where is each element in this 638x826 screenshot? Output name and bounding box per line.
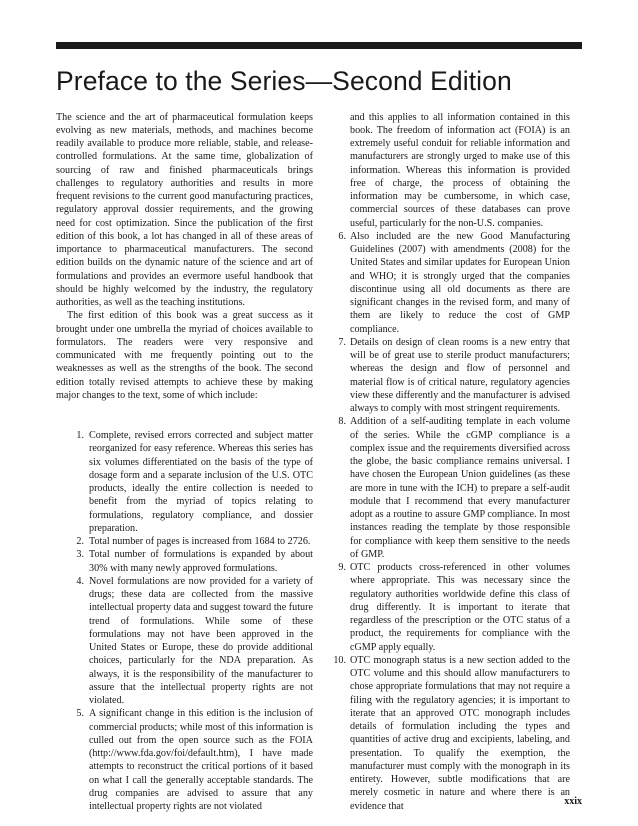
list-item [329,561,570,654]
list-item [329,415,570,561]
list-item [329,336,570,416]
list-item-text: OTC products cross-referenced in other volumes where appropriate. This was necessary since the regulatory authorities worldwide define this class of drug differently. It is important to iterate that regardless of the prescription or the OTC status of a product, the requirements for compliance with the cGMP apply equally. [350,562,570,653]
list-item-text: Total number of formulations is expanded by about 30% with many newly approved formulations. [89,549,313,574]
list-item-continuation [329,111,570,230]
list-item [329,230,570,336]
list-item-number: 7. [338,336,346,348]
list-item [67,535,313,548]
list-item-number: 6. [338,230,346,242]
list-item-number: 3. [76,549,84,561]
list-item-number: 2. [76,536,84,547]
list-item-text: OTC monograph status is a new section added to the OTC volume and this should allow manufacturers to chose appropriate formulations that may not require a filing with the regulatory agencies; it is important to iterate that an approved OTC monograph includes details of formulation including the types and quantities of active drug and excipients, labeling, and presentation. To qualify the exemption, the manufacturer must comply with the monograph in its entirety. However, subtle modifications that are merely cosmetic in nature and where there is an evidence that [350,654,570,812]
list-item [67,429,313,535]
list-item-number: 8. [338,416,346,428]
page-title: Preface to the Series—Second Edition [56,66,512,96]
list-item-text: A significant change in this edition is the inclusion of commercial products; while most of this information is culled out from the open source such as the FOIA (http://www.fda.gov/foi/default.htm), I have made attempts to reconstruct the critical portions of it based on what I call the generally acceptable standards. The drug companies are advised to assure that any intellectual property rights are not violated [89,708,313,812]
list-item [67,707,313,813]
changes-list-left [56,429,313,813]
list-item-number: 1. [76,430,84,441]
intro-paragraph: The science and the art of pharmaceutical formulation keeps evolving as new materials, methods, and machines become readily available to produce more reliable, stable, and release-controlled formulations. At the same time, globalization of sourcing of raw and finished pharmaceuticals brings challenges to regulatory authorities and results in more frequent revisions to the current good manufacturing practices, regulatory approval dossier requirements, and the growing need for cost optimization. Since the publication of the first edition of this book, a lot has changed in all of these areas of importance to pharmaceutical manufacturers. The second edition builds on the dynamic nature of the science and art of formulations and provides an evermore useful handbook that should be highly welcomed by the industry, the regulatory authorities, as well as the teaching institutions. [56,111,313,308]
left-column [56,111,313,814]
list-item-text: Novel formulations are now provided for a variety of drugs; these data are collected from the massive intellectual property data and suggest toward the future trend of formulations. While some of these formulations may not have been approved in the United States or Europe, these do provide additional choices, particularly for the NDA preparation. As always, it is the responsibility of the manufacturer to assure that the intellectual property rights are not violated. [89,575,313,706]
list-item-number: 9. [338,562,346,573]
page-number: xxix [564,796,582,807]
list-item [67,575,313,708]
list-item-text: Also included are the new Good Manufacturing Guidelines (2007) with amendments (2008) for the United States and similar updates for European Union and WHO; it is strongly urged that the companies discontinue using all old documents as there are significant changes in the revised form, and many of them are likely to reduce the cost of GMP compliance. [350,230,570,335]
right-column [329,111,570,813]
list-item-text: Complete, revised errors corrected and subject matter reorganized for easy reference. Whereas this series has six volumes differentiated on the basis of the type of dosage form and a separate inclusion of the U.S. OTC products, ideally the entire collection is needed to benefit from the myriad of topics relating to formulations, regulatory compliance, and dossier preparation. [89,430,313,534]
list-item-text: Total number of pages is increased from 1684 to 2726. [89,536,311,547]
second-paragraph: The first edition of this book was a great success as it brought under one umbrella the myriad of choices available to formulators. The readers were very responsive and communicated with me frequently pointing out to the weaknesses as well as the strengths of the book. The second edition totally revised attempts to achieve these by making major changes to the text, some of which include: [56,310,313,401]
list-item-text: and this applies to all information contained in this book. The freedom of information act (FOIA) is an extremely useful conduit for reliable information and manufacturers are strongly urged to make use of this information. Whereas this information is provided free of charge, the process of obtaining the information may be cumbersome, in which case, commercial sources of these databases can prove useful, particularly for the non-U.S. companies. [350,111,570,229]
list-item [329,654,570,813]
list-item-number: 4. [76,575,84,587]
list-item-text: Details on design of clean rooms is a new entry that will be of great use to sterile product manufacturers; whereas the design and flow of personnel and material flow is of critical nature, regulatory agencies view these differently and the manufacturer is advised always to comply with most stringent requirements. [350,336,570,414]
list-item [67,548,313,575]
changes-list-right [329,111,570,813]
list-item-number: 5. [76,708,84,720]
list-item-number: 10. [333,654,346,666]
top-rule [56,42,582,49]
list-item-text: Addition of a self-auditing template in each volume of the series. While the cGMP compliance is a complex issue and the requirements diversified across the globe, the basic compliance remains universal. I have chosen the European Union guidelines (as these are more in tune with the ICH) to prepare a self-audit module that I recommend that every manufacturer adopt as a routine to assure GMP compliance. In most instances reading the template by those responsible for compliance with keep them sensitive to the needs of GMP. [350,416,570,560]
